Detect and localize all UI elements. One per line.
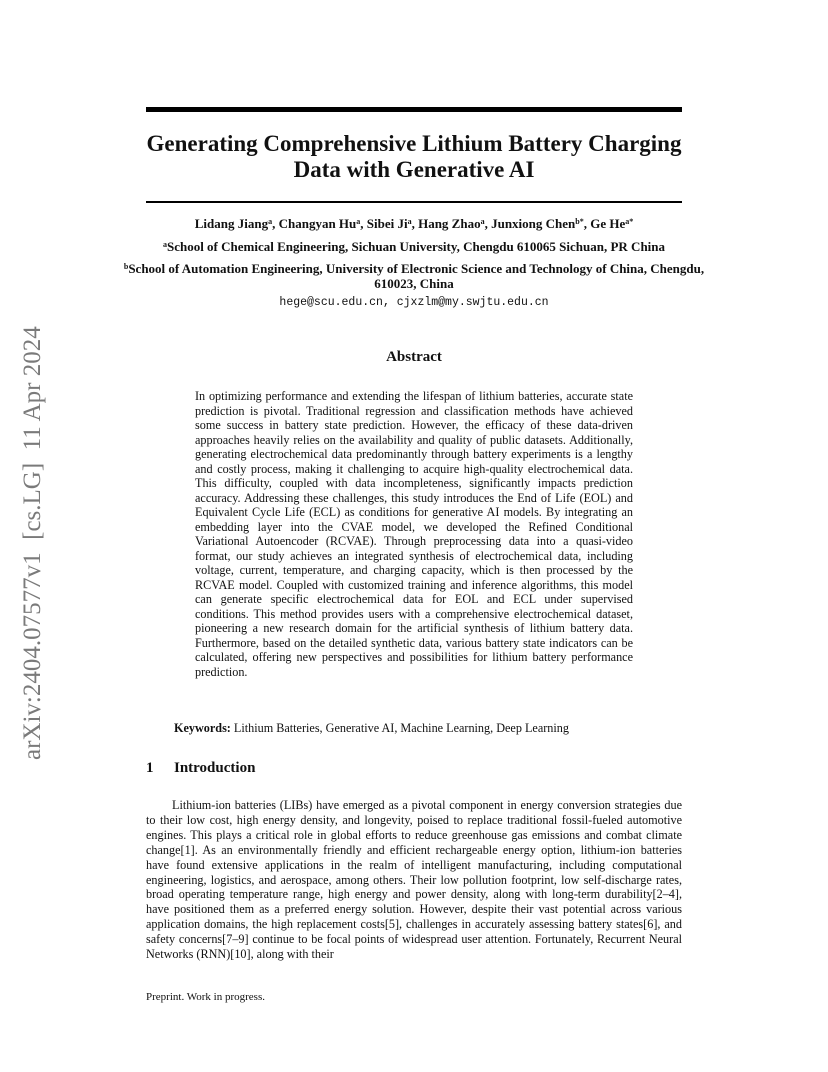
author-affil-mark: a* <box>625 217 634 226</box>
affiliation-a <box>120 239 708 254</box>
author-emails: hege@scu.edu.cn, cjxzlm@my.swjtu.edu.cn <box>279 296 549 309</box>
author-name: Junxiong Chen <box>491 216 576 231</box>
keywords-text: Lithium Batteries, Generative AI, Machine Learning, Deep Learning <box>233 721 569 735</box>
title-rule-bottom <box>146 201 682 203</box>
keywords-label: Keywords: <box>174 721 231 735</box>
title-rule-top <box>146 107 682 112</box>
keywords <box>174 721 674 735</box>
section-title: Introduction <box>174 760 256 776</box>
author-list: Lidang Jiang$^a$, Changyan Hu$^a$, Sibei Ji$^a$, Hang Zhao$^a$, Junxiong Chen$^{b*}$, Ge $He^{a*}$ <box>194 216 634 231</box>
author-name: Ge He <box>590 216 626 231</box>
affiliation-mark: b <box>123 262 129 271</box>
author-affil-mark: a <box>480 217 485 226</box>
author-name: Sibei Ji <box>366 216 408 231</box>
affiliation-mark: a <box>162 240 167 249</box>
section-heading <box>146 759 546 777</box>
abstract-heading: Abstract <box>386 349 442 365</box>
author-name: Hang Zhao <box>418 216 481 231</box>
affiliation-text: School of Chemical Engineering, Sichuan University, Chengdu 610065 Sichuan, PR China <box>166 239 666 254</box>
arxiv-side-stamp: arXiv:2404.07577v1 [cs.LG] 11 Apr 2024 <box>19 326 46 760</box>
affiliation-b <box>120 261 708 291</box>
author-affil-mark: a <box>268 217 273 226</box>
author-name: Changyan Hu <box>278 216 357 231</box>
author-name: Lidang Jiang <box>194 216 269 231</box>
paper-title: Generating Comprehensive Lithium Battery Charging Data with Generative AI <box>146 131 682 182</box>
introduction-paragraph: Lithium-ion batteries (LIBs) have emerged as a pivotal component in energy conversion strategies due to their low cost, high energy density, and longevity, poised to replace traditional fossil-fueled automotive engines. This plays a critical role in global efforts to reduce greenhouse gas emissions and combat climate change[1]. As an environmentally friendly and efficient rechargeable energy option, lithium-ion batteries have found extensive applications in the realm of intelligent manufacturing, including computational engineering, logistics, and aerospace, among others. Their low pollution footprint, low self-discharge rates, broad operating temperature range, high energy and power density, along with long-term durability[2–4], have positioned them as a preferred energy solution. However, despite their vast potential across various application domains, the high replacement costs[5], challenges in accurately assessing battery states[6], and safety concerns[7–9] continue to be focal points of widespread user attention. Fortunately, Recurrent Neural Networks (RNN)[10], along with their <box>146 798 682 962</box>
author-affil-mark: a <box>356 217 361 226</box>
author-affil-mark: a <box>407 217 412 226</box>
abstract-text: In optimizing performance and extending the lifespan of lithium batteries, accurate state prediction is pivotal. Traditional regression and classification methods have achieved some success in battery state prediction. However, the efficacy of these data-driven approaches heavily relies on the availability and quality of public datasets. Additionally, generating electrochemical data predominantly through battery experiments is a lengthy and costly process, making it challenging to acquire high-quality electrochemical data. This difficulty, coupled with data incompleteness, significantly impacts prediction accuracy. Addressing these challenges, this study introduces the End of Life (EOL) and Equivalent Cycle Life (ECL) as conditions for generative AI models. By integrating an embedding layer into the CVAE model, we developed the Refined Conditional Variational Autoencoder (RCVAE). Through preprocessing data into a quasi-video format, our study achieves an integrated synthesis of electrochemical data, including voltage, current, temperature, and charging capacity, which is then processed by the RCVAE model. Coupled with customized training and inference algorithms, this model can generate specific electrochemical data for EOL and ECL under supervised conditions. This method provides users with a comprehensive electrochemical dataset, pioneering a new research domain for the artificial synthesis of lithium battery data. Furthermore, based on the detailed synthetic data, various battery state indicators can be calculated, offering new perspectives and possibilities for lithium battery performance prediction. <box>195 389 633 679</box>
affiliation-text: School of Automation Engineering, University of Electronic Science and Technology of China, Chengdu, 610023, China <box>128 261 705 291</box>
footer-note: Preprint. Work in progress. <box>146 991 265 1003</box>
section-number: 1 <box>146 760 154 776</box>
author-affil-mark: b* <box>575 217 584 226</box>
